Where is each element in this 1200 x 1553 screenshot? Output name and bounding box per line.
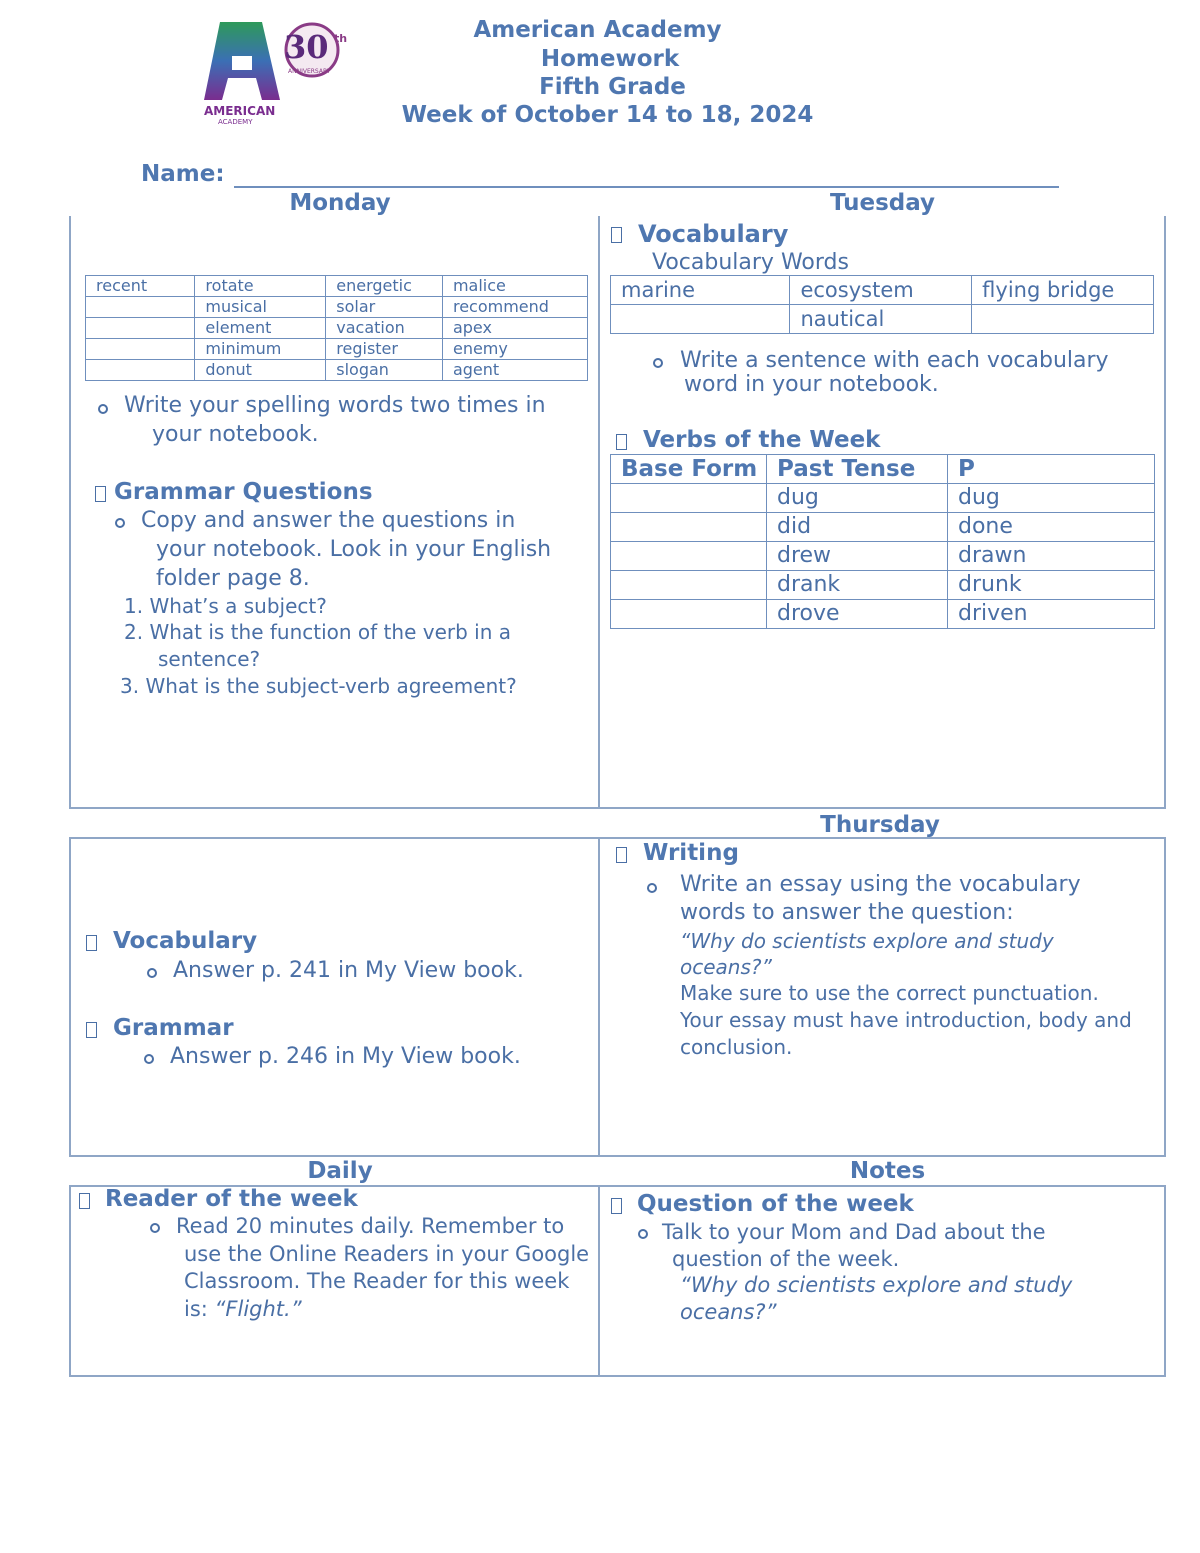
bullet-icon — [115, 518, 125, 528]
table-cell: drank — [767, 571, 948, 600]
anniversary-label: ANNIVERSARY — [288, 68, 331, 75]
table-cell: slogan — [326, 360, 443, 381]
vocab-instruction-line1: Write a sentence with each vocabulary — [680, 348, 1109, 373]
verbs-table — [610, 454, 1155, 629]
vocab-row — [611, 276, 1154, 305]
writing-question-line2: oceans?” — [680, 955, 772, 979]
notes-line2: question of the week. — [672, 1247, 900, 1271]
logo-subtext: ACADEMY — [218, 118, 253, 126]
table-cell — [86, 339, 195, 360]
verb-row — [611, 600, 1155, 629]
vocab-row — [611, 305, 1154, 334]
table-cell: register — [326, 339, 443, 360]
table-cell — [611, 305, 790, 334]
table-cell — [611, 484, 767, 513]
checkbox-icon[interactable] — [86, 935, 97, 951]
reader-line3: Classroom. The Reader for this week — [184, 1269, 570, 1293]
table-cell: apex — [442, 318, 587, 339]
question-2-cont: sentence? — [158, 647, 261, 671]
name-label: Name: — [141, 161, 225, 187]
checkbox-icon[interactable] — [616, 847, 627, 863]
spelling-row — [86, 297, 588, 318]
table-cell — [611, 600, 767, 629]
checkbox-icon[interactable] — [611, 227, 622, 243]
column-header: Past Tense — [767, 455, 948, 484]
column-header: Base Form — [611, 455, 767, 484]
table-cell: recent — [86, 276, 195, 297]
monday-heading: Monday — [289, 190, 391, 216]
anniversary-number: 30 — [284, 28, 329, 66]
verb-row — [611, 513, 1155, 542]
reader-line2: use the Online Readers in your Google — [184, 1242, 590, 1266]
table-cell: vacation — [326, 318, 443, 339]
checkbox-icon[interactable] — [86, 1022, 97, 1038]
table-cell: flying bridge — [972, 276, 1154, 305]
notes-line1: Talk to your Mom and Dad about the — [662, 1220, 1046, 1244]
verb-row — [611, 542, 1155, 571]
table-cell: recommend — [442, 297, 587, 318]
grammar-line3: folder page 8. — [156, 566, 310, 591]
writing-question-line1: “Why do scientists explore and study — [680, 929, 1054, 953]
grade-label: Fifth Grade — [539, 74, 686, 100]
bullet-icon — [647, 883, 657, 893]
wednesday-grammar-instruction: Answer p. 246 in My View book. — [170, 1044, 521, 1069]
wednesday-vocabulary-heading: Vocabulary — [113, 928, 258, 954]
spelling-row — [86, 276, 588, 297]
reader-prefix: is: — [184, 1297, 215, 1321]
table-cell — [972, 305, 1154, 334]
spelling-row — [86, 360, 588, 381]
tuesday-heading: Tuesday — [829, 190, 936, 216]
logo-letter — [200, 18, 201, 19]
writing-line5: Make sure to use the correct punctuation. — [680, 981, 1099, 1005]
table-cell: drunk — [948, 571, 1155, 600]
question-3: 3. What is the subject-verb agreement? — [120, 674, 517, 698]
table-cell — [86, 318, 195, 339]
table-cell: did — [767, 513, 948, 542]
writing-line1: Write an essay using the vocabulary — [680, 872, 1081, 897]
name-underline[interactable] — [234, 186, 1059, 188]
bullet-icon — [147, 968, 157, 978]
thursday-heading: Thursday — [820, 812, 940, 838]
week-label: Week of October 14 to 18, 2024 — [401, 102, 814, 128]
notes-heading: Notes — [849, 1158, 926, 1184]
bullet-icon — [144, 1054, 154, 1064]
bullet-icon — [150, 1223, 160, 1233]
writing-line6: Your essay must have introduction, body and — [680, 1008, 1132, 1032]
spelling-instruction-line1: Write your spelling words two times in — [124, 393, 546, 418]
bullet-icon — [638, 1229, 648, 1239]
spelling-row — [86, 339, 588, 360]
reader-book-title: “Flight.” — [214, 1297, 302, 1321]
table-cell — [86, 360, 195, 381]
wednesday-vocab-instruction: Answer p. 241 in My View book. — [173, 958, 524, 983]
table-cell: done — [948, 513, 1155, 542]
table-cell — [86, 297, 195, 318]
question-of-the-week-heading: Question of the week — [637, 1191, 914, 1217]
column-header: P — [948, 455, 1155, 484]
spelling-instruction-line2: your notebook. — [152, 422, 319, 447]
table-cell: energetic — [326, 276, 443, 297]
writing-line7: conclusion. — [680, 1035, 793, 1059]
box-bottom-border — [69, 807, 1166, 809]
logo-text: AMERICAN — [204, 104, 276, 118]
checkbox-icon[interactable] — [95, 486, 106, 502]
grammar-line1: Copy and answer the questions in — [141, 508, 516, 533]
table-cell: drawn — [948, 542, 1155, 571]
school-name: American Academy — [473, 17, 722, 43]
table-cell: agent — [442, 360, 587, 381]
reader-line1: Read 20 minutes daily. Remember to — [176, 1214, 565, 1238]
table-cell: driven — [948, 600, 1155, 629]
checkbox-icon[interactable] — [79, 1193, 90, 1209]
box-left-border — [69, 216, 71, 809]
table-cell: minimum — [195, 339, 326, 360]
table-cell — [611, 513, 767, 542]
table-cell: musical — [195, 297, 326, 318]
reader-line4 — [184, 1295, 302, 1323]
vocab-instruction-line2: word in your notebook. — [684, 372, 939, 397]
checkbox-icon[interactable] — [611, 1198, 622, 1214]
box-divider — [598, 216, 600, 809]
table-cell: drew — [767, 542, 948, 571]
table-cell: drove — [767, 600, 948, 629]
bullet-icon — [653, 358, 663, 368]
notes-question-line1: “Why do scientists explore and study — [680, 1273, 1073, 1297]
vocabulary-words-label: Vocabulary Words — [652, 250, 849, 275]
daily-heading: Daily — [307, 1158, 373, 1184]
table-cell: dug — [948, 484, 1155, 513]
writing-heading: Writing — [643, 840, 739, 866]
tuesday-vocabulary-heading: Vocabulary — [638, 220, 789, 248]
table-cell: marine — [611, 276, 790, 305]
box-divider — [598, 1185, 600, 1377]
table-cell: dug — [767, 484, 948, 513]
spelling-row — [86, 318, 588, 339]
table-cell: malice — [442, 276, 587, 297]
table-cell: enemy — [442, 339, 587, 360]
table-cell: element — [195, 318, 326, 339]
box-right-border — [1164, 216, 1166, 809]
anniversary-suffix: th — [334, 32, 348, 45]
reader-of-the-week-heading: Reader of the week — [105, 1186, 358, 1212]
table-cell: rotate — [195, 276, 326, 297]
doc-title: Homework — [540, 46, 680, 72]
question-2: 2. What is the function of the verb in a — [124, 620, 511, 644]
grammar-questions-heading: Grammar Questions — [114, 479, 373, 505]
table-cell — [611, 542, 767, 571]
verb-row — [611, 571, 1155, 600]
table-header-row — [611, 455, 1155, 484]
verb-row — [611, 484, 1155, 513]
table-cell: nautical — [790, 305, 972, 334]
bullet-icon — [98, 404, 108, 414]
notes-question-line2: oceans?” — [680, 1300, 777, 1324]
table-cell — [611, 571, 767, 600]
writing-line2: words to answer the question: — [680, 900, 1014, 925]
grammar-line2: your notebook. Look in your English — [156, 537, 552, 562]
school-logo — [200, 18, 350, 130]
checkbox-icon[interactable] — [616, 434, 627, 450]
wednesday-grammar-heading: Grammar — [113, 1015, 234, 1041]
vocabulary-words-table — [610, 275, 1154, 334]
box-divider — [598, 837, 600, 1157]
spelling-words-table — [85, 275, 588, 381]
verbs-of-the-week-heading: Verbs of the Week — [643, 427, 881, 453]
table-cell: solar — [326, 297, 443, 318]
table-cell: donut — [195, 360, 326, 381]
question-1: 1. What’s a subject? — [124, 594, 327, 618]
table-cell: ecosystem — [790, 276, 972, 305]
